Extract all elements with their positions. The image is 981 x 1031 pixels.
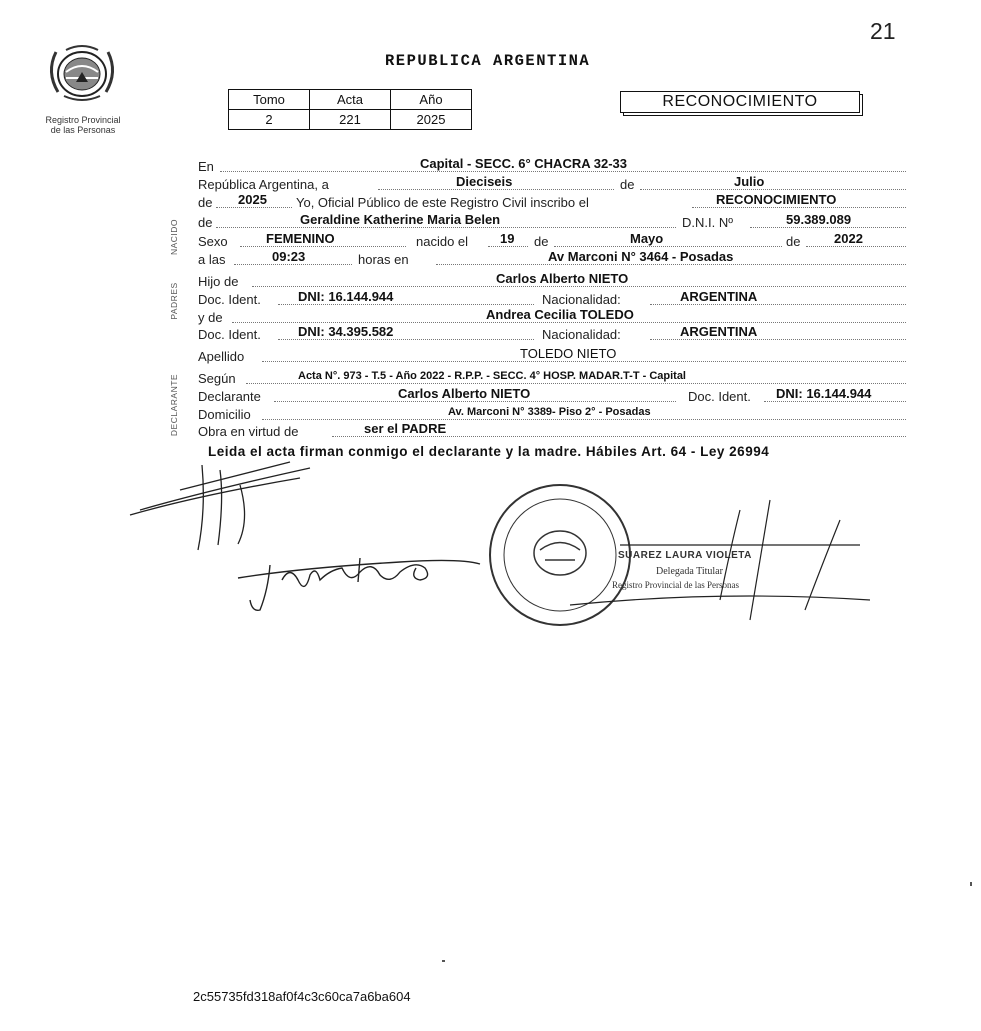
label-declarante: Declarante	[198, 389, 261, 404]
label-hijo-de: Hijo de	[198, 274, 239, 289]
field-declarante: Carlos Alberto NIETO	[398, 386, 531, 401]
field-dni: 59.389.089	[786, 212, 852, 227]
row-domicilio	[198, 407, 906, 423]
label-de: de	[620, 177, 635, 192]
field-padre: Carlos Alberto NIETO	[496, 271, 629, 286]
mother-signature	[238, 558, 480, 610]
table-header-row	[229, 90, 472, 110]
label-dni: D.N.I. Nº	[682, 215, 733, 230]
label-sexo: Sexo	[198, 234, 228, 249]
side-label-nacido: NACIDO	[169, 218, 179, 256]
row-madre-doc	[198, 324, 906, 343]
label-a-las: a las	[198, 252, 226, 267]
value-anio: 2025	[391, 110, 472, 130]
signatures-and-stamp	[120, 440, 880, 640]
label-doc-ident-3: Doc. Ident.	[688, 389, 751, 404]
label-en: En	[198, 159, 214, 174]
label-apellido: Apellido	[198, 349, 245, 364]
field-segun: Acta N°. 973 - T.5 - Año 2022 - R.P.P. - SECC. 4° HOSP. MADAR.T-T - Capital	[298, 370, 686, 382]
row-padre	[198, 271, 906, 290]
field-tipo: RECONOCIMIENTO	[716, 192, 837, 207]
label-segun: Según	[198, 371, 236, 386]
registry-label-line1: Registro Provincial	[45, 115, 121, 125]
field-nombre: Geraldine Katherine Maria Belen	[300, 212, 501, 227]
header-anio: Año	[391, 90, 472, 110]
header-acta: Acta	[310, 90, 391, 110]
field-nac-mes: Mayo	[630, 231, 664, 246]
official-name: SUAREZ LAURA VIOLETA	[618, 550, 752, 561]
label-doc-ident-2: Doc. Ident.	[198, 327, 261, 342]
row-anio-tipo	[198, 192, 906, 211]
label-obra-en-virtud: Obra en virtud de	[198, 424, 299, 439]
field-mes: Julio	[734, 174, 765, 189]
field-nac-anio: 2022	[834, 231, 863, 246]
official-role: Delegada Titular	[656, 566, 723, 577]
field-madre-nac: ARGENTINA	[680, 324, 758, 339]
side-label-padres: PADRES	[169, 282, 179, 320]
label-de2: de	[198, 195, 213, 210]
field-hora: 09:23	[272, 249, 306, 264]
field-obra: ser el PADRE	[364, 421, 447, 436]
label-republica-a: República Argentina, a	[198, 177, 329, 192]
header-tomo: Tomo	[229, 90, 310, 110]
label-de3: de	[198, 215, 213, 230]
side-label-declarante: DECLARANTE	[169, 373, 179, 437]
row-fecha	[198, 174, 906, 193]
field-declarante-doc: DNI: 16.144.944	[776, 386, 872, 401]
row-nacimiento	[198, 231, 906, 250]
field-nac-dia: 19	[500, 231, 515, 246]
document-hash: 2c55735fd318af0f4c3c60ca7a6ba604	[193, 989, 411, 1004]
label-domicilio: Domicilio	[198, 407, 251, 422]
field-padre-nac: ARGENTINA	[680, 289, 758, 304]
label-de5: de	[786, 234, 801, 249]
declarant-signature	[130, 462, 310, 550]
scan-speck	[442, 960, 445, 962]
row-hora	[198, 249, 906, 268]
act-type-box: RECONOCIMIENTO	[620, 91, 860, 113]
label-doc-ident: Doc. Ident.	[198, 292, 261, 307]
closing-text: Leida el acta firman conmigo el declarante y la madre. Hábiles Art. 64 - Ley 26994	[208, 444, 770, 459]
row-padre-doc	[198, 289, 906, 308]
row-nombre	[198, 212, 906, 231]
official-org: Registro Provincial de las Personas	[612, 580, 739, 590]
field-domicilio: Av. Marconi N° 3389- Piso 2° - Posadas	[448, 406, 651, 418]
field-lugar: Capital - SECC. 6° CHACRA 32-33	[420, 156, 627, 171]
field-apellido: TOLEDO NIETO	[520, 346, 617, 361]
label-yo-oficial: Yo, Oficial Público de este Registro Civil inscribo el	[296, 195, 589, 210]
field-madre-doc: DNI: 34.395.582	[298, 324, 394, 339]
value-acta: 221	[310, 110, 391, 130]
row-lugar	[198, 156, 906, 175]
coat-of-arms-logo	[36, 42, 128, 102]
field-lugar-nac: Av Marconi N° 3464 - Posadas	[548, 249, 734, 264]
document-title: REPUBLICA ARGENTINA	[385, 52, 591, 70]
field-dia: Dieciseis	[456, 174, 513, 189]
field-madre: Andrea Cecilia TOLEDO	[486, 307, 634, 322]
field-anio: 2025	[238, 192, 267, 207]
label-nacionalidad: Nacionalidad:	[542, 292, 621, 307]
act-reference-table	[228, 89, 472, 130]
value-tomo: 2	[229, 110, 310, 130]
label-nacionalidad-2: Nacionalidad:	[542, 327, 621, 342]
label-de4: de	[534, 234, 549, 249]
label-horas-en: horas en	[358, 252, 409, 267]
row-obra	[198, 421, 906, 440]
label-nacido-el: nacido el	[416, 234, 469, 249]
registry-label	[22, 115, 144, 135]
scan-speck	[970, 882, 972, 886]
row-declarante	[198, 386, 906, 405]
row-apellido	[198, 346, 906, 365]
table-row	[229, 110, 472, 130]
field-padre-doc: DNI: 16.144.944	[298, 289, 394, 304]
label-y-de: y de	[198, 310, 223, 325]
field-sexo: FEMENINO	[266, 231, 335, 246]
registry-label-line2: de las Personas	[50, 125, 116, 135]
page-number: 21	[870, 18, 896, 44]
official-seal	[490, 485, 630, 625]
row-segun	[198, 371, 906, 387]
